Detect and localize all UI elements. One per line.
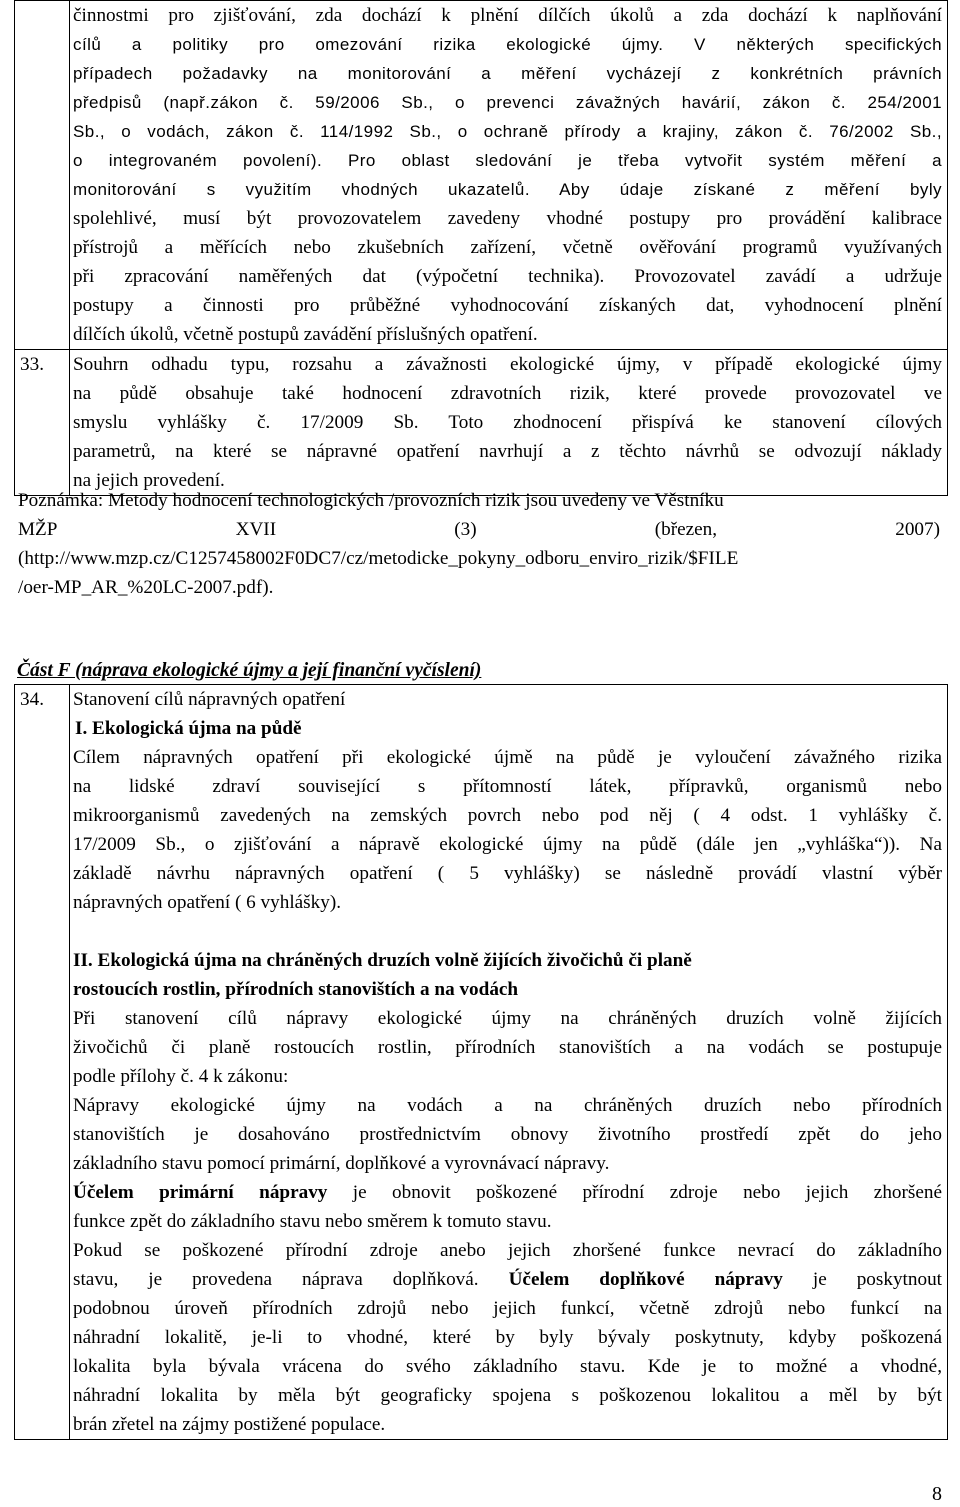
item-heading: Stanovení cílů nápravných opatření: [73, 689, 346, 710]
text-line: Cílem nápravných opatření při ekologické újmě na půdě je vyloučení závažného rizika: [73, 747, 942, 768]
text-line: nápravných opatření ( 6 vyhlášky).: [73, 892, 342, 913]
note-word: 2007): [895, 519, 940, 540]
text-line: živočichů či planě rostoucích rostlin, přírodních stanovištích a na vodách se postupuje: [73, 1037, 942, 1058]
text-line: lokalita byla bývala vrácena do svého základního stavu. Kde je to možné a vhodné,: [73, 1356, 942, 1377]
bold-term: Účelem doplňkové nápravy: [508, 1269, 783, 1290]
text-run: stavu, je provedena náprava doplňková.: [73, 1269, 509, 1290]
text-line: na lidské zdraví související s přítomností látek, přípravků, organismů nebo: [73, 776, 942, 797]
text-line: podle přílohy č. 4 k zákonu:: [73, 1066, 289, 1087]
text-line: postupy a činnosti pro průběžné vyhodnocování získaných dat, vyhodnocení plnění: [73, 295, 942, 316]
page-number: 8: [932, 1483, 942, 1505]
note-url-line: (http://www.mzp.cz/C1257458002F0DC7/cz/metodicke_pokyny_odboru_enviro_rizik/$FILE: [18, 548, 739, 569]
note-word: (3): [454, 519, 477, 540]
text-line: předpisů (např.zákon č. 59/2006 Sb., o prevenci závažných havárií, zákon č. 254/2001: [73, 93, 942, 112]
text-line: brán zřetel na zájmy postižené populace.: [73, 1414, 386, 1435]
text-line: stanovištích je dosahováno prostřednictvím obnovy životního prostředí zpět do jeho: [73, 1124, 942, 1145]
text-line: 17/2009 Sb., o zjišťování a nápravě ekologické újmy na půdě (dále jen „vyhláška“)). Na: [73, 834, 942, 855]
text-run: je obnovit poškozené přírodní zdroje nebo jejich zhoršené: [327, 1182, 942, 1203]
text-line: Nápravy ekologické újmy na vodách a na chráněných druzích nebo přírodních: [73, 1095, 942, 1116]
bold-term: Účelem primární nápravy: [73, 1182, 328, 1203]
section-title: Část F (náprava ekologické újmy a její finanční vyčíslení): [17, 660, 482, 681]
subsection-heading: I. Ekologická újma na půdě: [75, 718, 302, 739]
text-line: Souhrn odhadu typu, rozsahu a závažnosti ekologické újmy, v případě ekologické újmy: [73, 354, 942, 375]
text-run: je poskytnout: [782, 1269, 942, 1290]
subsection-heading: rostoucích rostlin, přírodních stanovištích a na vodách: [73, 979, 519, 1000]
note-line: Poznámka: Metody hodnocení technologických /provozních rizik jsou uvedeny ve Věstníku: [18, 490, 724, 511]
text-line: při zpracování naměřených dat (výpočetní technika). Provozovatel zavádí a udržuje: [73, 266, 942, 287]
text-line: Pokud se poškozené přírodní zdroje anebo jejich zhoršené funkce nevrací do základního: [73, 1240, 942, 1261]
text-line: o integrovaném povolení). Pro oblast sledování je třeba vytvořit systém měření a: [73, 151, 942, 170]
spacer: [73, 917, 942, 946]
item-number: 34.: [15, 685, 70, 1440]
note-url-line: /oer-MP_AR_%20LC-2007.pdf).: [18, 577, 274, 598]
text-line: parametrů, na které se nápravné opatření navrhují a z těchto návrhů se odvozují náklady: [73, 441, 942, 462]
top-table: [14, 0, 948, 496]
text-line: [73, 1178, 942, 1207]
note-word: MŽP: [18, 519, 58, 540]
item-number: 33.: [15, 350, 70, 496]
note-word: (březen,: [654, 519, 718, 540]
text-line: na jejich provedení.: [73, 470, 225, 491]
text-line: [73, 1265, 942, 1294]
note-paragraph: [18, 486, 940, 602]
subsection-heading: II. Ekologická újma na chráněných druzích volně žijících živočichů či planě: [73, 950, 692, 971]
text-line: Při stanovení cílů nápravy ekologické újmy na chráněných druzích volně žijících: [73, 1008, 942, 1029]
text-line: náhradní lokalita by měla být geograficky spojena s poškozenou lokalitou a měl by být: [73, 1385, 942, 1406]
text-line: činnostmi pro zjišťování, zda dochází k plnění dílčích úkolů a zda dochází k naplňování: [73, 5, 942, 26]
text-line: funkce zpět do základního stavu nebo směrem k tomuto stavu.: [73, 1211, 552, 1232]
item-34-text: [70, 685, 948, 1440]
note-word: XVII: [235, 519, 277, 540]
empty-number-cell: [15, 1, 70, 350]
text-line: monitorování s využitím vhodných ukazatelů. Aby údaje získané z měření byly: [73, 180, 942, 199]
text-line: mikroorganismů zavedených na zemských povrch nebo pod něj ( 4 odst. 1 vyhlášky č.: [73, 805, 942, 826]
continued-paragraph: [70, 1, 948, 350]
text-line: základního stavu pomocí primární, doplňkové a vyrovnávací nápravy.: [73, 1153, 610, 1174]
text-line: přístrojů a měřících nebo zkušebních zařízení, včetně ověřování programů využívaných: [73, 237, 942, 258]
text-line: podobnou úroveň přírodních zdrojů nebo jejich funkcí, včetně zdrojů nebo funkcí na: [73, 1298, 942, 1319]
text-line: dílčích úkolů, včetně postupů zavádění příslušných opatření.: [73, 324, 538, 345]
text-line: Sb., o vodách, zákon č. 114/1992 Sb., o ochraně přírody a krajiny, zákon č. 76/2002 Sb.,: [73, 122, 942, 141]
text-line: na půdě obsahuje také hodnocení zdravotních rizik, které provede provozovatel ve: [73, 383, 942, 404]
text-line: spolehlivé, musí být provozovatelem zavedeny vhodné postupy pro provádění kalibrace: [73, 208, 942, 229]
text-line: smyslu vyhlášky č. 17/2009 Sb. Toto zhodnocení přispívá ke stanovení cílových: [73, 412, 942, 433]
note-line-justified: [18, 515, 940, 544]
bottom-table: [14, 684, 948, 1440]
text-line: případech požadavky na monitorování a měření vycházejí z konkrétních právních: [73, 64, 942, 83]
item-33-text: [70, 350, 948, 496]
text-line: základě návrhu nápravných opatření ( 5 vyhlášky) se následně provádí vlastní výběr: [73, 863, 942, 884]
text-line: náhradní lokalitě, je-li to vhodné, které by byly bývaly poskytnuty, kdyby poškozená: [73, 1327, 942, 1348]
text-line: cílů a politiky pro omezování rizika ekologické újmy. V některých specifických: [73, 35, 942, 54]
